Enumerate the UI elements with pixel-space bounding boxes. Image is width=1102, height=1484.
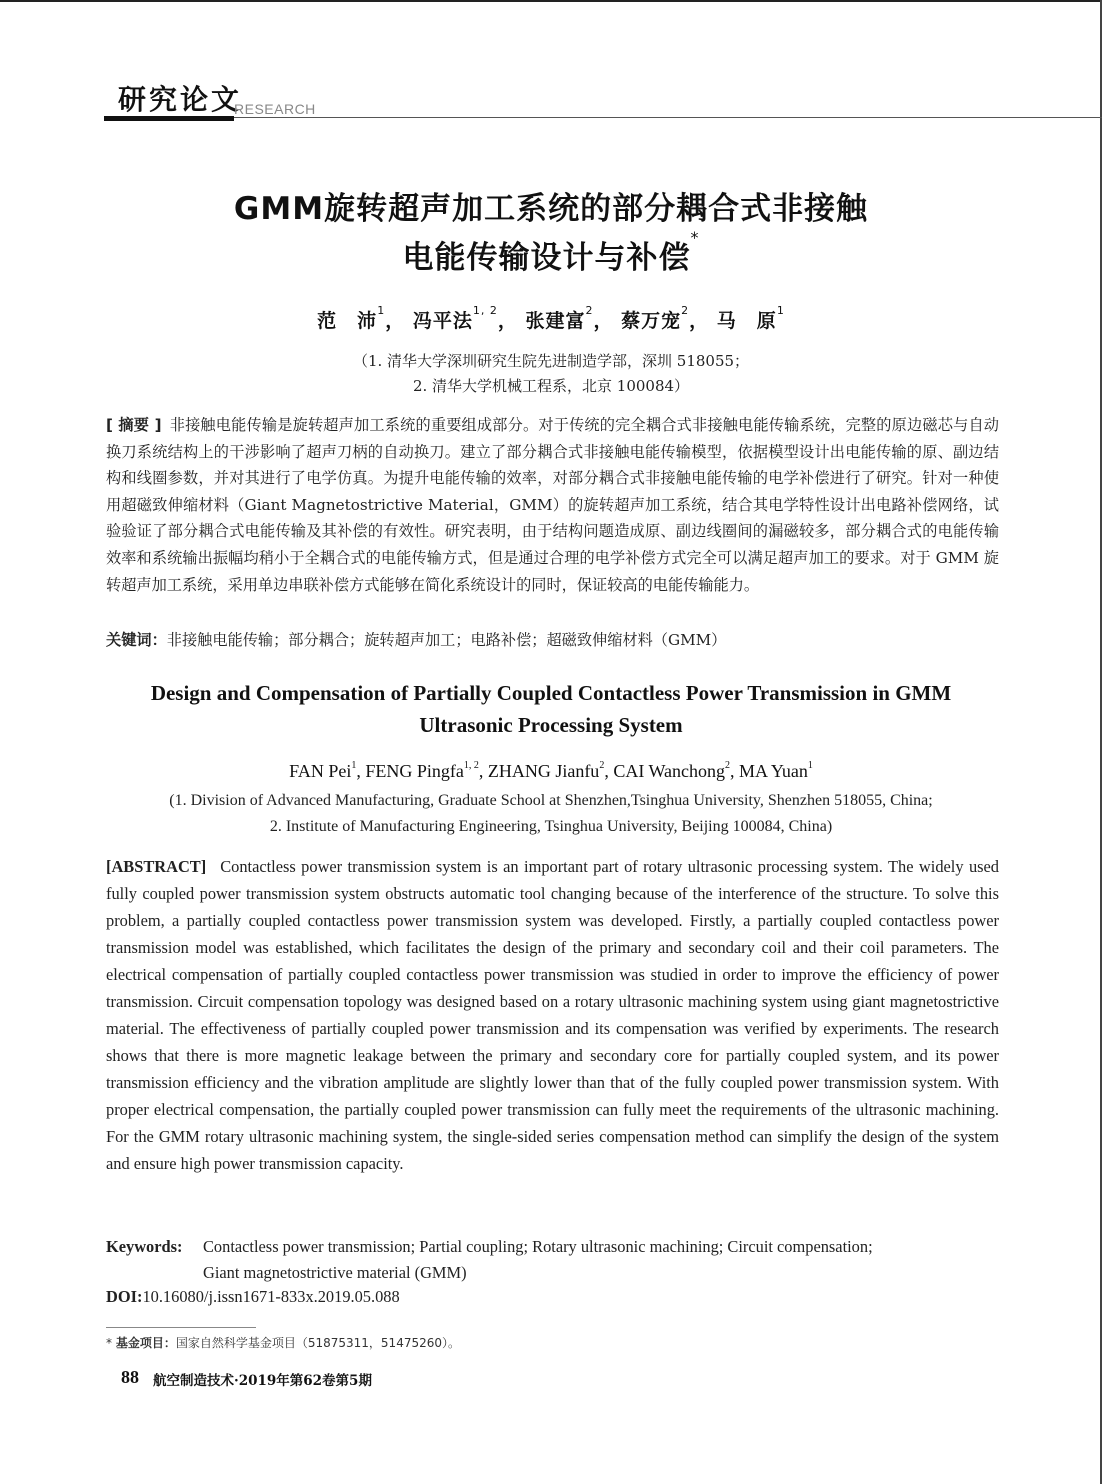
author-en: ZHANG Jianfu [487,761,600,781]
funding-footnote [106,1334,460,1351]
footnote-text: 国家自然科学基金项目（51875311，51475260）。 [175,1336,461,1350]
author-separator: , [478,761,488,781]
author-en: MA Yuan [739,761,808,781]
author-cn: 范 沛 [317,310,378,332]
affiliation-cn-1: （1. 清华大学深圳研究生院先进制造学部，深圳 518055； [352,352,750,370]
title-footnote-mark: * [690,228,700,247]
keywords-en-label: Keywords: [106,1237,183,1256]
author-separator: , [730,761,740,781]
abstract-en [106,853,999,1177]
title-cn-line2-text: 电能传输设计与补偿 [402,240,691,276]
author-list-en [0,761,1102,782]
section-label-cn: 研究论文 [118,83,243,116]
author-separator: , [604,761,614,781]
author-en: FAN Pei [289,761,352,781]
keywords-cn [106,628,999,652]
author-en-affil: 1 [807,760,813,771]
author-cn: 蔡万宠 [621,310,682,332]
author-cn: 马 原 [716,310,777,332]
title-cn-line2 [0,228,1102,277]
footnote-mark: * [106,1336,112,1350]
doi-label: DOI: [106,1287,143,1306]
affiliation-cn-2: 2. 清华大学机械工程系，北京 100084） [412,377,690,395]
footnote-label: 基金项目： [115,1336,176,1350]
author-separator: ， [497,310,518,332]
journal-info: 航空制造技术·2019年第62卷第5期 [153,1373,372,1389]
affiliation-en-2: 2. Institute of Manufacturing Engineering, Tsinghua University, Beijing 100084, China) [269,818,833,835]
abstract-en-label: [ABSTRACT] [106,857,207,876]
abstract-cn-label: [ 摘要 ] [106,416,162,434]
title-en-line1: Design and Compensation of Partially Coupled Contactless Power Transmission in GMM [150,681,952,705]
keywords-en-line2: Giant magnetostrictive material (GMM) [203,1263,467,1282]
doi [106,1287,400,1307]
author-separator: , [356,761,366,781]
author-cn-affil: 1, 2 [472,304,498,317]
footnote-rule [106,1327,256,1328]
author-cn-affil: 2 [681,304,690,317]
author-separator: ， [689,310,710,332]
abstract-en-text: Contactless power transmission system is an important part of rotary ultrasonic processing system. The widely used fully coupled power transmission system obstructs automatic tool changing because of the interference of the structure. To solve this problem, a partially coupled contactless power transmission system was developed. Firstly, a partially coupled contactless power transmission model was established, which facilitates the design of the primary and secondary coil and their coil parameters. The electrical compensation of partially coupled contactless power transmission was studied in order to improve the efficiency of power transmission. Circuit compensation topology was designed based on a rotary ultrasonic machining system using giant magnetostrictive material. The effectiveness of partially coupled power transmission and its compensation was verified by experiments. The research shows that there is more magnetic leakage between the primary and secondary core for partially coupled system, and its power transmission efficiency and the vibration amplitude are slightly lower than that of the fully coupled power transmission system. With proper electrical compensation, the partially coupled power transmission can fully meet the requirements of the ultrasonic machining. For the GMM rotary ultrasonic machining system, the single-sided series compensation method can simplify the design of the system and ensure high power transmission capacity. [106,857,999,1173]
abstract-cn [106,412,999,598]
abstract-cn-text: 非接触电能传输是旋转超声加工系统的重要组成部分。对于传统的完全耦合式非接触电能传输系统，完整的原边磁芯与自动换刀系统结构上的干涉影响了超声刀柄的自动换刀。建立了部分耦合式非接触电能传输模型，依据模型设计出电能传输的原、副边结构和线圈参数，并对其进行了电学仿真。为提升电能传输的效率，对部分耦合式非接触电能传输的电学补偿进行了研究。针对一种使用超磁致伸缩材料（Giant Magnetostrictive Material，GMM）的旋转超声加工系统，结合其电学特性设计出电路补偿网络，试验验证了部分耦合式电能传输及其补偿的有效性。研究表明，由于结构问题造成原、副边线圈间的漏磁较多，部分耦合式的电能传输效率和系统输出振幅均稍小于全耦合式的电能传输方式，但是通过合理的电学补偿方式完全可以满足超声加工的要求。对于 GMM 旋转超声加工系统，采用单边串联补偿方式能够在简化系统设计的同时，保证较高的电能传输能力。 [106,416,999,594]
author-cn-affil: 1 [377,304,386,317]
section-label-en: RESEARCH [234,101,316,117]
doi-value: 10.16080/j.issn1671-833x.2019.05.088 [142,1287,400,1306]
author-en-affil: 2 [725,760,731,771]
author-en-affil: 2 [599,760,605,771]
author-cn-affil: 1 [776,304,785,317]
header-rule-thin [234,117,1102,118]
author-separator: ， [593,310,614,332]
page-number: 88 [121,1367,139,1387]
title-cn-line1: GMM旋转超声加工系统的部分耦合式非接触 [233,191,869,227]
title-en-line2: Ultrasonic Processing System [419,713,683,737]
author-separator: ， [385,310,406,332]
top-border [0,0,1102,2]
keywords-cn-label: 关键词： [106,631,167,649]
author-cn-affil: 2 [585,304,594,317]
author-en-affil: 1, 2 [463,760,479,771]
keywords-en [106,1234,873,1286]
author-cn: 冯平法 [412,310,473,332]
affiliation-en-1: (1. Division of Advanced Manufacturing, Graduate School at Shenzhen,Tsinghua University, Shenzhen 518055, China; [169,792,933,809]
keywords-cn-text: 非接触电能传输；部分耦合；旋转超声加工；电路补偿；超磁致伸缩材料（GMM） [166,631,727,649]
author-en-affil: 1 [351,760,357,771]
author-list-cn [0,306,1102,333]
header-rule-thick [104,116,234,121]
author-cn: 张建富 [525,310,586,332]
author-en: FENG Pingfa [365,761,464,781]
keywords-en-line1: Contactless power transmission; Partial coupling; Rotary ultrasonic machining; Circuit compensation; [203,1237,873,1256]
author-en: CAI Wanchong [613,761,726,781]
